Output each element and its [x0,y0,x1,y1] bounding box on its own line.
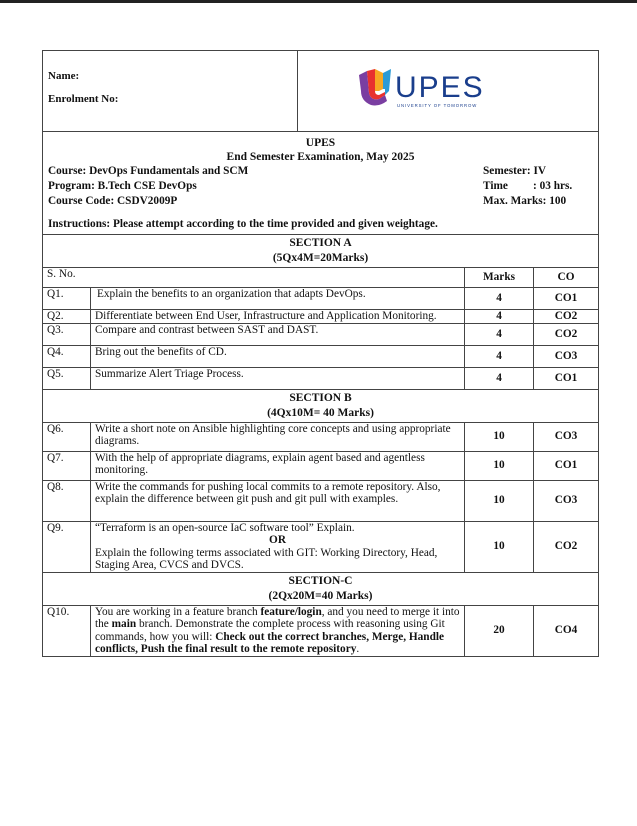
section-b-subtitle: (4Qx10M= 40 Marks) [267,406,374,419]
logo-tagline: UNIVERSITY OF TOMORROW [397,103,478,108]
question-steps: Check out the correct branches, Merge, Handle conflicts, Push the final result to the remote repository [95,630,445,655]
question-co: CO3 [534,345,599,367]
section-b-title: SECTION B [289,391,352,404]
table-row [43,345,599,367]
top-border-line [0,0,637,3]
question-marks: 10 [465,422,534,451]
question-text: Bring out the benefits of CD. [91,345,465,367]
question-text-part1: You are working in a feature branch [95,605,261,618]
logo-cell [298,51,599,132]
col-header-marks: Marks [465,268,534,288]
question-text-part4: . [356,643,360,655]
question-number: Q6. [43,422,91,451]
question-co: CO2 [534,310,599,324]
branch-name-main: main [111,618,137,630]
time-value: : 03 hrs. [533,180,573,192]
question-number: Q7. [43,451,91,480]
question-number: Q4. [43,345,91,367]
section-c-header [43,572,599,605]
table-row [43,367,599,389]
course-label: Course: DevOps Fundamentals and SCM [48,165,249,177]
section-c-title: SECTION-C [288,574,353,587]
question-co: CO2 [534,521,599,572]
question-co: CO1 [534,367,599,389]
exam-title: End Semester Examination, May 2025 [226,151,415,163]
upes-emblem-icon [359,69,391,106]
section-b-header [43,389,599,422]
question-text-part3: branch. Demonstrate the complete process with reasoning using Git commands, how you will: [95,618,445,643]
col-header-co: CO [534,268,599,288]
semester-value: IV [533,165,547,177]
upes-logo [357,65,497,117]
section-a-subtitle: (5Qx4M=20Marks) [272,252,369,264]
time-label: Time [483,180,508,192]
exam-info-cell [43,132,599,235]
question-text [91,605,465,656]
question-number: Q1. [43,288,91,310]
col-header-sno: S. No. [43,268,465,288]
question-marks: 4 [465,310,534,324]
question-co: CO3 [534,480,599,521]
question-number: Q5. [43,367,91,389]
question-text-block [91,521,465,572]
section-a-title: SECTION A [289,237,352,249]
question-text: Write the commands for pushing local commits to a remote repository. Also, explain the difference between git push and git pull with examples. [91,480,465,521]
program-label: Program: B.Tech CSE DevOps [48,180,197,192]
table-row [43,521,599,572]
table-row [43,288,599,310]
student-details-cell [43,51,298,132]
question-number: Q10. [43,605,91,656]
question-co: CO4 [534,605,599,656]
question-number: Q8. [43,480,91,521]
table-row [43,422,599,451]
question-text: Explain the benefits to an organization that adapts DevOps. [91,288,465,310]
question-paper-table [42,50,599,657]
logo-wordmark: UPES [395,71,485,104]
branch-name-feature: feature/login [260,605,322,618]
instructions-text: Instructions: Please attempt according to the time provided and given weightage. [48,218,438,230]
question-text: Differentiate between End User, Infrastructure and Application Monitoring. [91,310,465,324]
table-row [43,310,599,324]
table-row [43,605,599,656]
course-code-label: Course Code: CSDV2009P [48,195,178,207]
question-text-part2: , and you need to merge it into the [95,605,460,630]
question-marks: 10 [465,521,534,572]
question-text-alternate: Explain the following terms associated with GIT: Working Directory, Head, Staging Area, CVCS and DVCS. [95,546,438,571]
section-c-subtitle: (2Qx20M=40 Marks) [268,589,373,602]
question-text: Summarize Alert Triage Process. [91,367,465,389]
name-label: Name: [48,70,80,82]
table-row [43,323,599,345]
question-marks: 20 [465,605,534,656]
question-co: CO1 [534,451,599,480]
section-a-header [43,235,599,268]
question-marks: 10 [465,451,534,480]
question-marks: 4 [465,345,534,367]
question-text: “Terraform is an open-source IaC software tool” Explain. [95,521,355,534]
question-co: CO3 [534,422,599,451]
question-text: With the help of appropriate diagrams, explain agent based and agentless monitoring. [91,451,465,480]
question-marks: 4 [465,288,534,310]
semester-label: Semester: [483,165,531,177]
question-marks: 4 [465,323,534,345]
question-number: Q9. [43,521,91,572]
or-separator: OR [269,534,286,546]
max-marks-value: 100 [549,195,567,207]
question-co: CO1 [534,288,599,310]
question-co: CO2 [534,323,599,345]
question-number: Q3. [43,323,91,345]
table-row [43,480,599,521]
question-text: Write a short note on Ansible highlighting core concepts and using appropriate diagrams. [91,422,465,451]
question-marks: 10 [465,480,534,521]
question-paper [42,50,598,657]
enrolment-label: Enrolment No: [48,93,119,105]
table-row [43,451,599,480]
max-marks-label: Max. Marks: [483,195,547,207]
university-name: UPES [305,137,336,149]
question-marks: 4 [465,367,534,389]
question-text: Compare and contrast between SAST and DAST. [91,323,465,345]
question-number: Q2. [43,310,91,324]
